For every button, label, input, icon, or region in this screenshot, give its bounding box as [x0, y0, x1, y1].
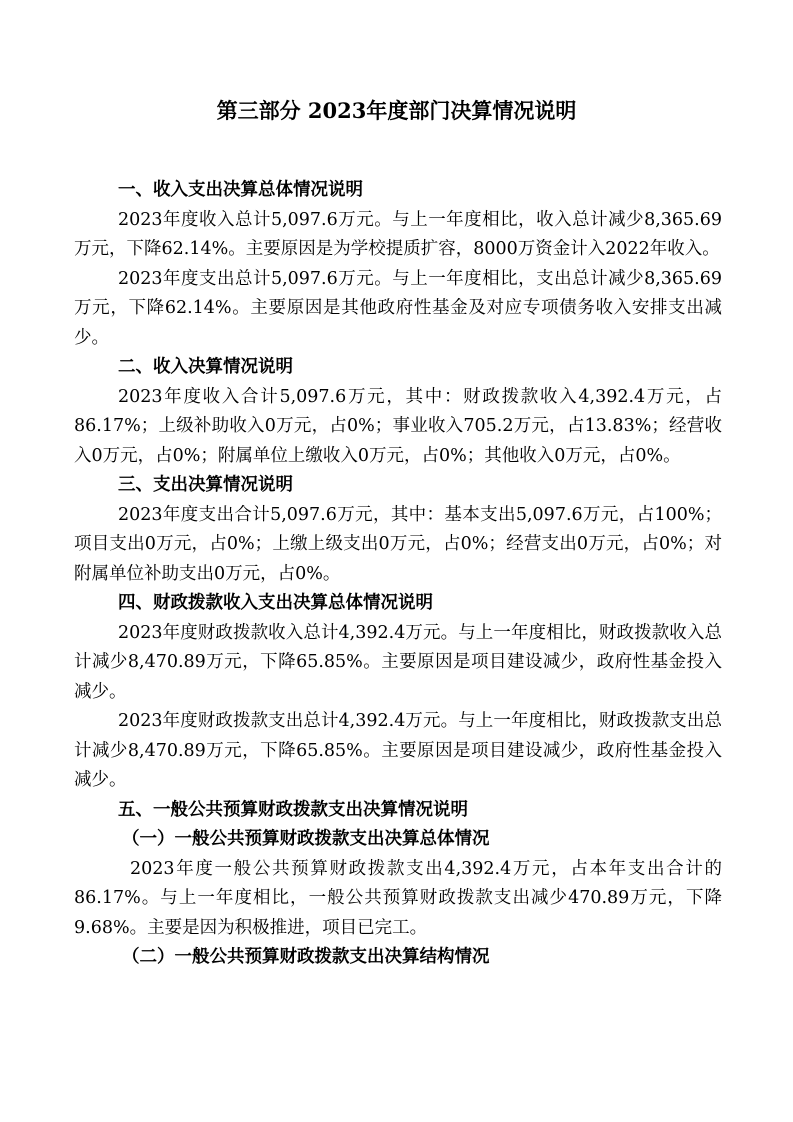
- section-5-sub2-heading: （二）一般公共预算财政拨款支出决算结构情况: [122, 947, 490, 967]
- section-4-heading: 四、财政拨款收入支出决算总体情况说明: [118, 593, 433, 613]
- section-2-paragraph-1: 2023年度收入合计5,097.6万元，其中：财政拨款收入4,392.4万元，占86.17%；上级补助收入0万元，占0%；事业收入705.2万元，占13.83%；经营收入0万元，占0%；附属单位上缴收入0万元，占0%；其他收入0万元，占0%。: [74, 386, 722, 466]
- section-3-heading: 三、支出决算情况说明: [118, 475, 293, 495]
- section-1-paragraph-2: 2023年度支出总计5,097.6万元。与上一年度相比，支出总计减少8,365.69万元，下降62.14%。主要原因是其他政府性基金及对应专项债务收入安排支出减少。: [74, 268, 722, 348]
- section-4-paragraph-1: 2023年度财政拨款收入总计4,392.4万元。与上一年度相比，财政拨款收入总计减少8,470.89万元，下降65.85%。主要原因是项目建设减少，政府性基金投入减少。: [74, 622, 722, 702]
- document-body: [74, 176, 722, 973]
- page-title: 第三部分 2023年度部门决算情况说明: [216, 98, 577, 123]
- section-4-paragraph-2: 2023年度财政拨款支出总计4,392.4万元。与上一年度相比，财政拨款支出总计减少8,470.89万元，下降65.85%。主要原因是项目建设减少，政府性基金投入减少。: [74, 711, 722, 790]
- section-3-paragraph-1: 2023年度支出合计5,097.6万元，其中：基本支出5,097.6万元，占100%；项目支出0万元，占0%；上缴上级支出0万元，占0%；经营支出0万元，占0%；对附属单位补助支出0万元，占0%。: [74, 504, 722, 584]
- section-1-paragraph-1: 2023年度收入总计5,097.6万元。与上一年度相比，收入总计减少8,365.69万元，下降62.14%。主要原因是为学校提质扩容，8000万资金计入2022年收入。: [74, 209, 722, 259]
- section-2-heading: 二、收入决算情况说明: [118, 357, 293, 377]
- section-5-sub1-heading: （一）一般公共预算财政拨款支出决算总体情况: [122, 829, 490, 849]
- section-1-heading: 一、收入支出决算总体情况说明: [118, 180, 363, 200]
- section-5-sub1-paragraph: 2023年度一般公共预算财政拨款支出4,392.4万元，占本年支出合计的86.17%。与上一年度相比，一般公共预算财政拨款支出减少470.89万元，下降9.68%。主要是因为积极推进，项目已完工。: [74, 858, 722, 938]
- section-5-heading: 五、一般公共预算财政拨款支出决算情况说明: [118, 799, 468, 820]
